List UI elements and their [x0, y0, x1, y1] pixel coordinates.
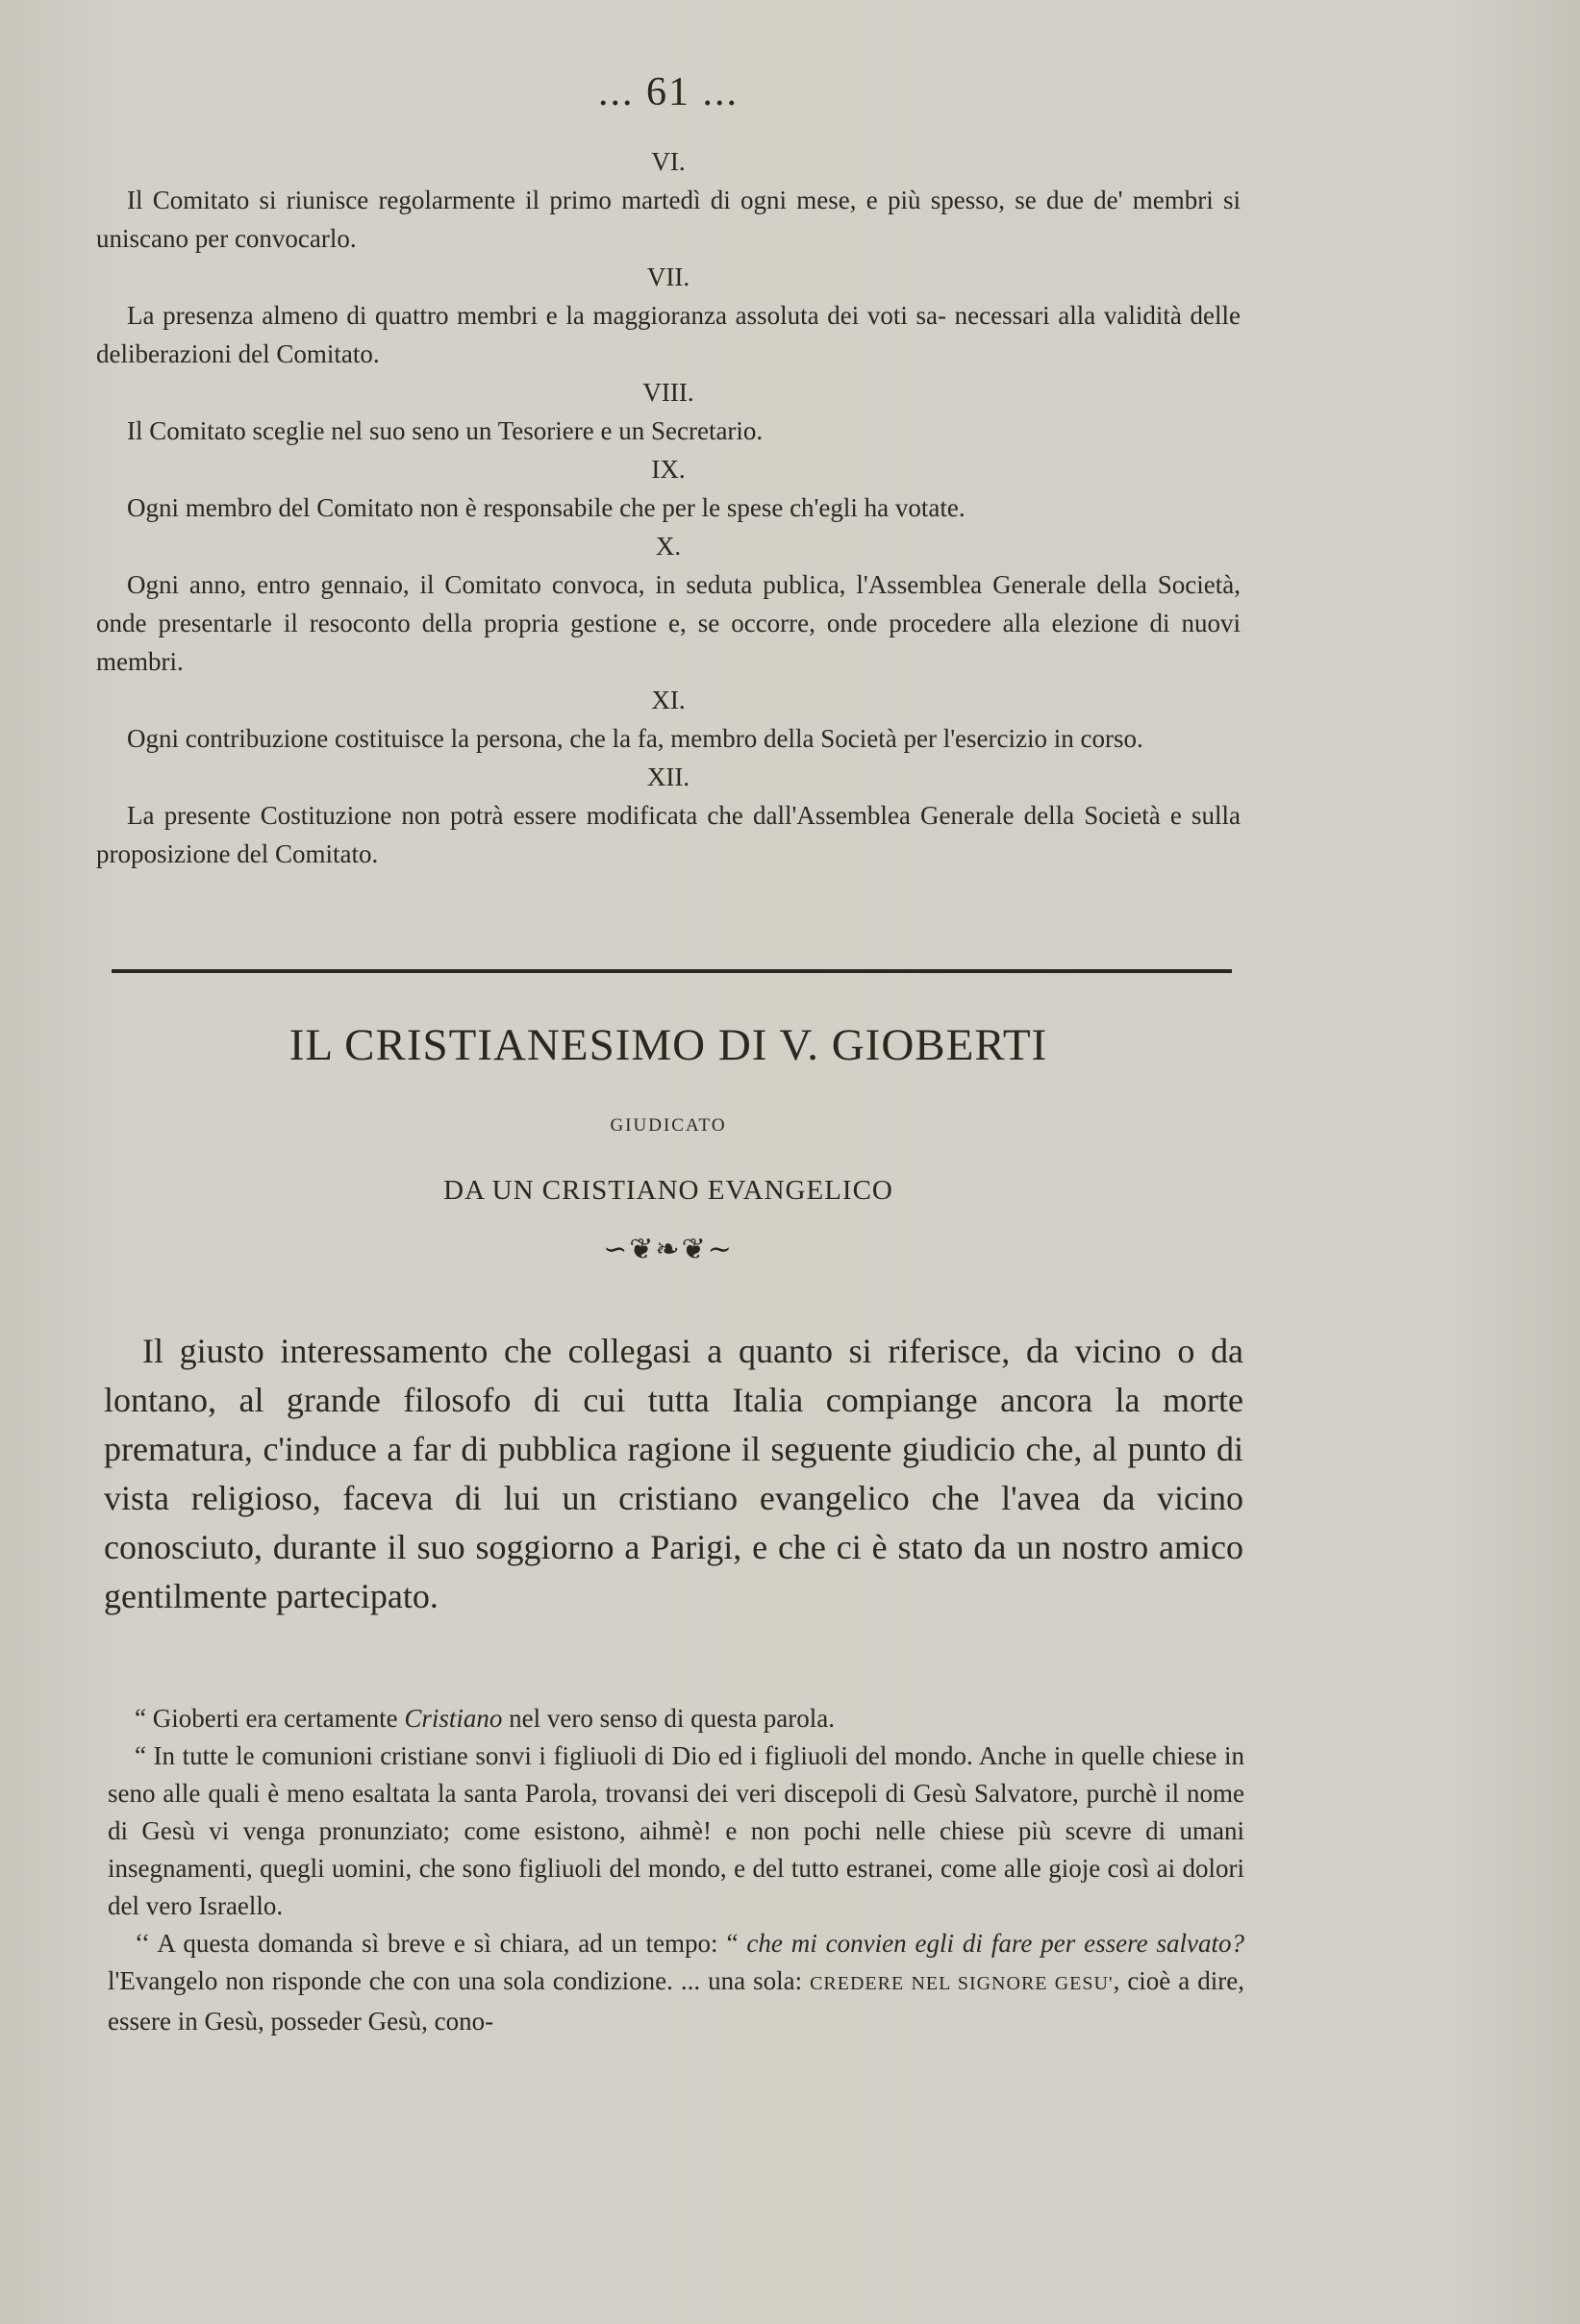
ornament-icon: ∽❦❧❦∼: [603, 1234, 734, 1265]
quote-text: “ Gioberti era certamente: [135, 1704, 405, 1733]
quote-text: ‘‘ A questa domanda sì breve e sì chiara, ad un tempo: “: [135, 1929, 747, 1958]
constitution-articles: [96, 142, 1241, 873]
page-number: ... 61 ...: [598, 70, 739, 114]
article-number: IX.: [651, 455, 686, 484]
quote-text: , cioè a dire, essere in Gesù, posseder Gesù, cono-: [108, 1966, 1244, 2036]
article-x: [96, 527, 1241, 681]
article-number: XII.: [646, 762, 690, 791]
article-text: Ogni membro del Comitato non è responsabile che per le spese ch'egli ha votate.: [127, 493, 966, 522]
article-vii: [96, 258, 1241, 373]
subtitle-small: GIUDICATO: [610, 1115, 727, 1136]
article-text: La presenza almeno di quattro membri e la maggioranza assoluta dei voti sa- necessari alla validità delle deliberazioni del Comitato.: [96, 301, 1241, 368]
article-title: IL CRISTIANESIMO DI V. GIOBERTI: [288, 1020, 1048, 1070]
article-text: Ogni anno, entro gennaio, il Comitato convoca, in seduta publica, l'Assemblea Generale della Società, onde presentarle il resoconto della propria gestione e, se occorre, onde procedere alla elezione di nuovi membri.: [96, 570, 1241, 676]
article-number: XI.: [651, 686, 686, 714]
quote-emphasis: Cristiano: [404, 1704, 503, 1733]
article-xi: [96, 681, 1241, 758]
article-subtitle: DA UN CRISTIANO EVANGELICO: [443, 1175, 893, 1206]
quote-text: l'Evangelo non risponde che con una sola condizione. ... una sola:: [108, 1966, 811, 1995]
article-number: VII.: [646, 262, 690, 291]
section-divider: [112, 969, 1232, 973]
article-viii: [96, 373, 1241, 450]
article-number: VIII.: [642, 378, 694, 407]
intro-paragraph: Il giusto interessamento che collegasi a quanto si riferisce, da vicino o da lontano, al grande filosofo di cui tutta Italia compiange ancora la morte prematura, c'induce a far di pubblica ragione il seguente giudicio che, al punto di vista religioso, faceva di lui un cristiano evangelico che l'avea da vicino conosciuto, durante il suo soggiorno a Parigi, e che ci è stato da un nostro amico gentilmente partecipato.: [104, 1332, 1243, 1615]
quote-text: nel vero senso di questa parola.: [502, 1704, 836, 1733]
article-number: X.: [655, 532, 682, 561]
quoted-text: [108, 1700, 1244, 2040]
article-text: La presente Costituzione non potrà essere modificata che dall'Assemblea Generale della Società e sulla proposizione del Comitato.: [96, 801, 1241, 868]
article-number: VI.: [651, 147, 686, 176]
quote-paragraph: [108, 1700, 1244, 1737]
small-caps-text: CREDERE NEL SIGNORE GESU': [810, 1973, 1114, 1994]
article-text: Ogni contribuzione costituisce la persona, che la fa, membro della Società per l'esercizio in corso.: [127, 724, 1143, 753]
quote-emphasis: che mi convien egli di fare per essere salvato?: [746, 1929, 1244, 1958]
article-ix: [96, 450, 1241, 527]
article-text: Il Comitato si riunisce regolarmente il primo martedì di ogni mese, e più spesso, se due de' membri si uniscano per convocarlo.: [96, 186, 1241, 253]
article-text: Il Comitato sceglie nel suo seno un Tesoriere e un Secretario.: [127, 416, 764, 445]
quote-paragraph: [108, 1925, 1244, 2040]
article-xii: [96, 758, 1241, 873]
quote-paragraph: “ In tutte le comunioni cristiane sonvi i figliuoli di Dio ed i figliuoli del mondo. Anche in quelle chiese in seno alle quali è meno esaltata la santa Parola, trovansi dei veri discepoli di Gesù Salvatore, purchè il nome di Gesù vi venga pronunziato; come esistono, aihmè! e non pochi nelle chiese più scevre di umani insegnamenti, quegli uomini, che sono figliuoli del mondo, e del tutto estranei, come alle gioje così ai dolori del vero Israello.: [108, 1741, 1244, 1920]
article-vi: [96, 142, 1241, 258]
